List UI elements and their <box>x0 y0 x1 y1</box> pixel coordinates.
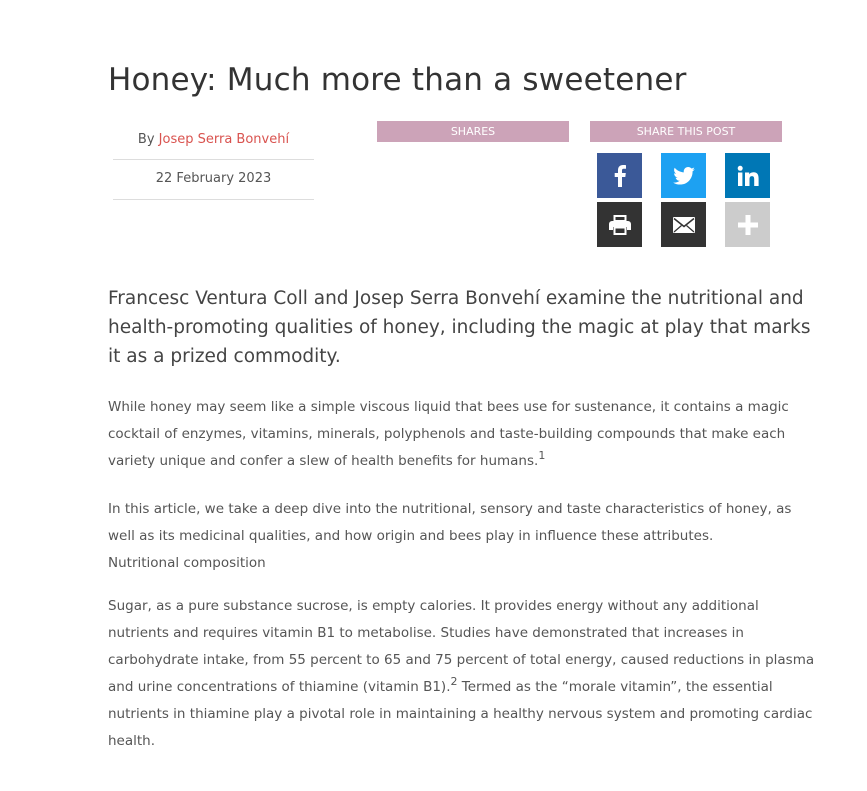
footnote-ref[interactable]: 1 <box>538 449 546 462</box>
share-this-post-bar: SHARE THIS POST <box>590 121 782 142</box>
print-icon <box>609 215 631 235</box>
body-paragraph <box>108 593 820 755</box>
email-icon <box>673 217 695 233</box>
paragraph-text: In this article, we take a deep dive into the nutritional, sensory and taste characteristics of honey, as well as its medicinal qualities, and how origin and bees play in influence these attributes. <box>108 501 792 544</box>
paragraph-text: Sugar, as a pure substance sucrose, is empty calories. It provides energy without any additional nutrients and requires vitamin B1 to metabolise. Studies have demonstrated that increases in carbohydrate intake, from 55 percent to 65 and 75 percent of total energy, caused reductions in plasma and urine concentrations of thiamine (vitamin B1). <box>108 598 815 695</box>
body-paragraph <box>108 394 820 475</box>
author-link[interactable]: Josep Serra Bonvehí <box>158 132 290 147</box>
publish-date: 22 February 2023 <box>113 160 314 200</box>
by-prefix: By <box>137 132 159 147</box>
author-line <box>113 124 314 160</box>
paragraph-text: While honey may seem like a simple viscous liquid that bees use for sustenance, it contains a magic cocktail of enzymes, vitamins, minerals, polyphenols and taste-building compounds that make each variety unique and confer a slew of health benefits for humans. <box>108 399 789 469</box>
section-heading: Nutritional composition <box>108 555 266 571</box>
article-title: Honey: Much more than a sweetener <box>108 62 687 98</box>
paragraph-text: Termed as the “morale vitamin”, the essential nutrients in thiamine play a pivotal role in maintaining a healthy nervous system and promoting cardiac health. <box>108 679 813 749</box>
twitter-icon <box>673 167 695 185</box>
email-share-button[interactable] <box>661 202 706 247</box>
twitter-share-button[interactable] <box>661 153 706 198</box>
more-share-button[interactable] <box>725 202 770 247</box>
article-lead: Francesc Ventura Coll and Josep Serra Bonvehí examine the nutritional and health-promoting qualities of honey, including the magic at play that marks it as a prized commodity. <box>108 288 811 367</box>
linkedin-icon <box>737 165 759 187</box>
byline <box>113 124 314 200</box>
footnote-ref[interactable]: 2 <box>450 675 458 688</box>
facebook-icon <box>613 165 627 187</box>
shares-bar: SHARES <box>377 121 569 142</box>
linkedin-share-button[interactable] <box>725 153 770 198</box>
facebook-share-button[interactable] <box>597 153 642 198</box>
plus-icon <box>738 215 758 235</box>
body-paragraph <box>108 496 820 577</box>
print-button[interactable] <box>597 202 642 247</box>
